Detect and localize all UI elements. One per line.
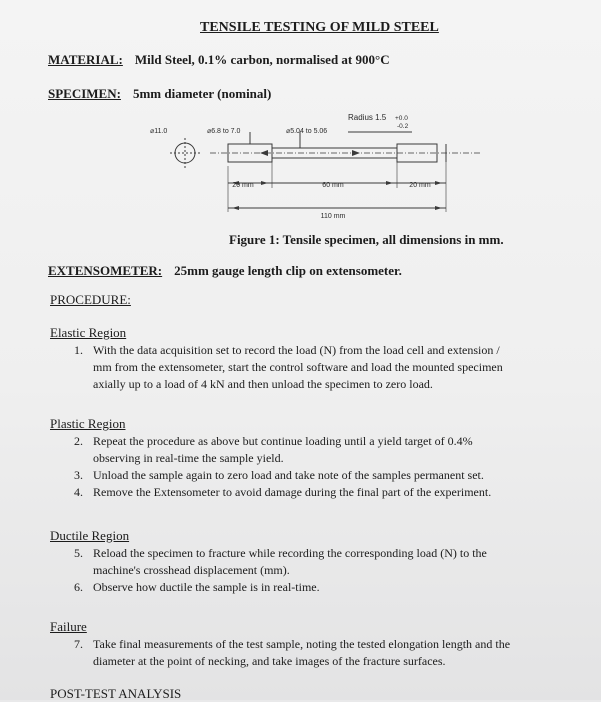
material-value: Mild Steel, 0.1% carbon, normalised at 900°C: [134, 52, 390, 67]
dia-shoulder-label: ⌀6.8 to 7.0: [207, 128, 241, 135]
radius-tol-lower: -0.2: [397, 123, 409, 130]
arrow-marker: [261, 181, 268, 185]
dim-mid-label: 60 mm: [322, 182, 344, 189]
step-number: 2.: [74, 434, 83, 448]
dim-left-label: 20 mm: [232, 182, 254, 189]
arrow-marker: [352, 150, 360, 156]
step-line: axially up to a load of 4 kN and then unload the specimen to zero load.: [93, 377, 433, 391]
arrow-marker: [260, 150, 268, 156]
step-line: Reload the specimen to fracture while recording the corresponding load (N) to the: [93, 546, 487, 560]
list-item: [74, 545, 487, 579]
section-heading-elastic: Elastic Region: [50, 325, 127, 340]
list-item: [74, 433, 491, 467]
ductile-steps: [74, 545, 487, 596]
list-item: [74, 579, 487, 596]
elastic-steps: [74, 342, 503, 393]
step-line: machine's crosshead displacement (mm).: [93, 563, 290, 577]
step-line: Remove the Extensometer to avoid damage during the final part of the experiment.: [93, 485, 492, 499]
specimen-label: SPECIMEN:: [48, 86, 121, 101]
step-number: 3.: [74, 468, 83, 482]
arrow-marker: [435, 181, 442, 185]
step-line: Unload the sample again to zero load and take note of the samples permanent set.: [93, 468, 484, 482]
arrow-marker: [232, 206, 239, 210]
specimen-line: [48, 86, 271, 102]
arrow-marker: [435, 206, 442, 210]
step-line: Take final measurements of the test sample, noting the tested elongation length and the: [93, 637, 511, 651]
document-title: TENSILE TESTING OF MILD STEEL: [200, 20, 439, 35]
step-number: 1.: [74, 343, 83, 357]
dim-right-label: 20 mm: [409, 182, 431, 189]
specimen-drawing: [150, 108, 480, 226]
step-number: 5.: [74, 546, 83, 560]
step-line: Observe how ductile the sample is in real-time.: [93, 580, 320, 594]
figure-caption: Figure 1: Tensile specimen, all dimensions in mm.: [229, 232, 504, 247]
specimen-value: 5mm diameter (nominal): [132, 86, 272, 101]
step-line: observing in real-time the sample yield.: [93, 451, 284, 465]
arrow-marker: [386, 181, 393, 185]
step-number: 4.: [74, 485, 83, 499]
material-label: MATERIAL:: [48, 52, 123, 67]
list-item: [74, 636, 510, 670]
step-number: 7.: [74, 637, 83, 651]
step-number: 6.: [74, 580, 83, 594]
list-item: [74, 467, 491, 484]
list-item: [74, 484, 491, 501]
radius-tol-upper: +0.0: [395, 115, 408, 122]
step-line: Repeat the procedure as above but continue loading until a yield target of 0.4%: [93, 434, 473, 448]
list-item: [74, 342, 503, 393]
step-line: mm from the extensometer, start the control software and load the mounted specimen: [93, 360, 503, 374]
step-line: With the data acquisition set to record the load (N) from the load cell and extension /: [93, 343, 500, 357]
procedure-heading: PROCEDURE:: [50, 292, 131, 307]
section-heading-plastic: Plastic Region: [50, 416, 126, 431]
step-line: diameter at the point of necking, and take images of the fracture surfaces.: [93, 654, 446, 668]
failure-steps: [74, 636, 510, 670]
section-heading-ductile: Ductile Region: [50, 528, 130, 543]
dim-total-label: 110 mm: [320, 213, 346, 220]
extensometer-value: 25mm gauge length clip on extensometer.: [174, 263, 402, 278]
dia-head-label: ⌀11.0: [150, 128, 168, 135]
plastic-steps: [74, 433, 491, 501]
extensometer-line: [48, 263, 402, 279]
dia-gauge-label: ⌀5.04 to 5.06: [286, 128, 328, 135]
material-line: [48, 52, 390, 68]
section-heading-failure: Failure: [50, 619, 87, 634]
extensometer-label: EXTENSOMETER:: [48, 263, 163, 278]
post-test-heading: POST-TEST ANALYSIS: [50, 686, 182, 701]
radius-label: Radius 1.5: [348, 113, 387, 122]
